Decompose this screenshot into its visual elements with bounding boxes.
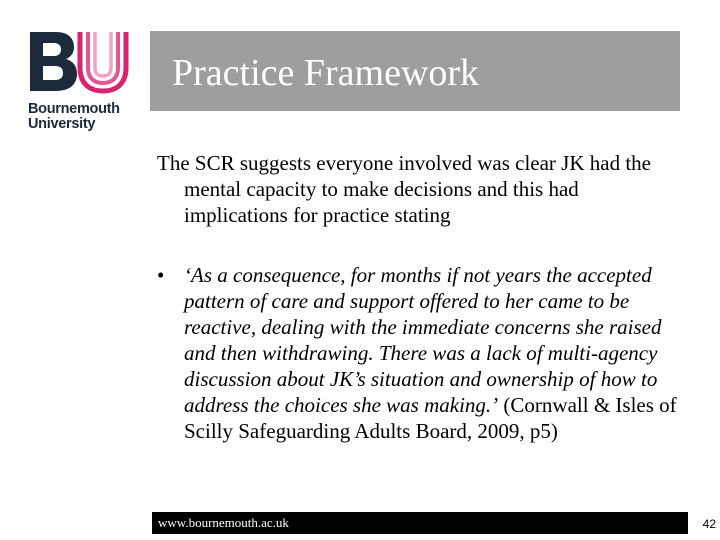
logo-line-university: University (28, 116, 96, 132)
slide-title: Practice Framework (172, 52, 480, 94)
logo-wordmark (28, 102, 120, 132)
bu-logo-mark-icon (28, 30, 132, 100)
quote-bullet (157, 262, 687, 444)
intro-paragraph: The SCR suggests everyone involved was clear JK had the mental capacity to make decisions and this had implications for practice stating (157, 151, 651, 227)
page-number: 42 (702, 517, 716, 531)
quote-text: ‘As a consequence, for months if not years the accepted pattern of care and support offered to her came to be reactive, dealing with the immediate concerns she raised and then withdrawing. There was a lack of multi-agency discussion about JK’s situation and ownership of how to address the choices she was making.’ (184, 263, 662, 417)
slide-content (157, 150, 687, 444)
citation-text: (Cornwall & Isles of Scilly Safeguarding Adults Board, 2009, p5) (184, 393, 677, 443)
footer-url: www.bournemouth.ac.uk (158, 515, 289, 530)
title-banner (150, 31, 680, 111)
bournemouth-university-logo (28, 30, 132, 138)
bullet-icon: • (157, 263, 165, 287)
logo-line-bournemouth: Bournemouth (28, 101, 120, 117)
footer-bar (152, 512, 688, 534)
